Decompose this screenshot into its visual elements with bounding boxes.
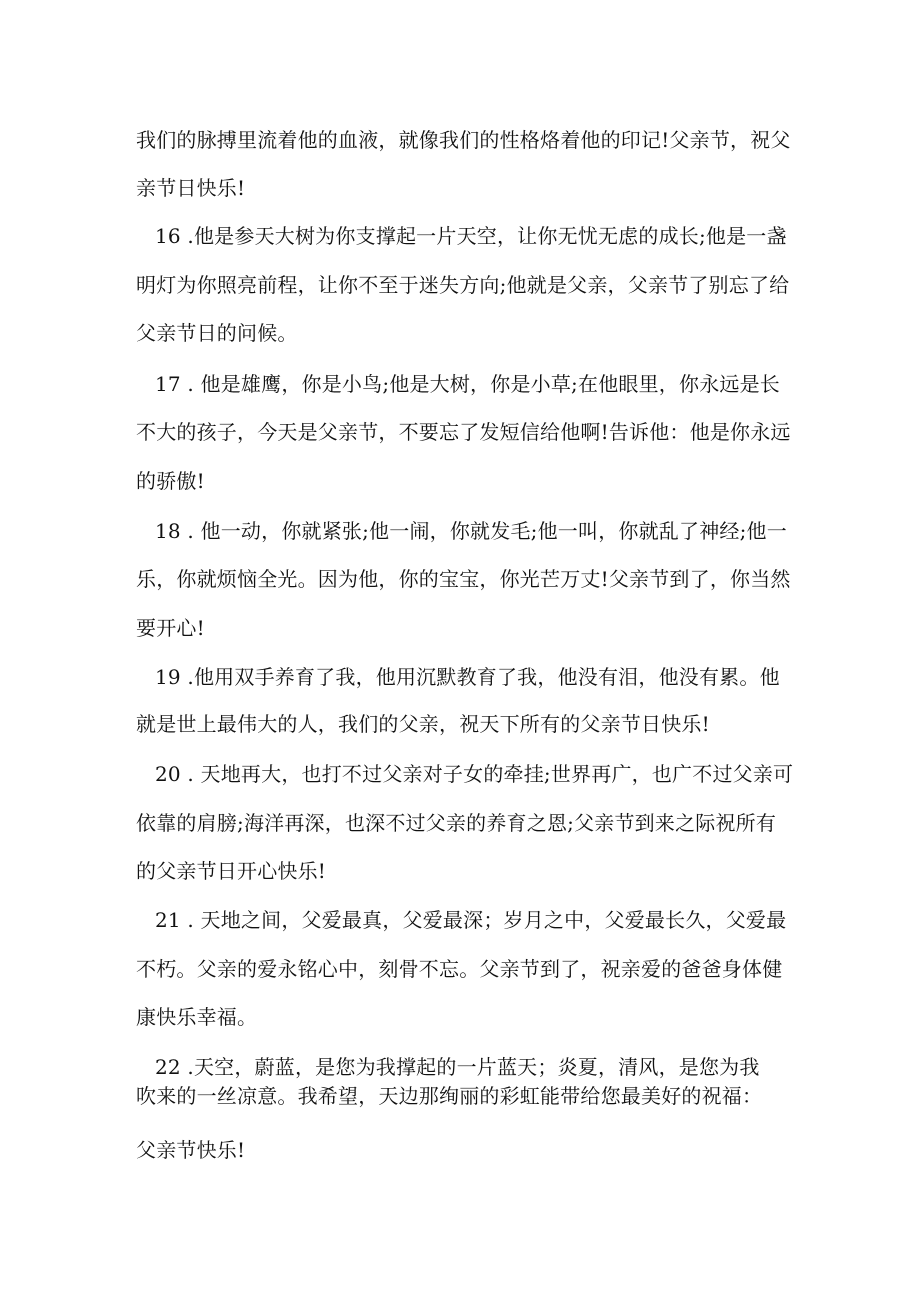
list-item-17-line: 17 . 他是雄鹰，你是小鸟;他是大树，你是小草;在他眼里，你永远是长 [155,372,780,396]
text-line: 我们的脉搏里流着他的血液，就像我们的性格烙着他的印记!父亲节，祝父 [136,128,791,152]
text-line: 不朽。父亲的爱永铭心中，刻骨不忘。父亲节到了，祝亲爱的爸爸身体健 [136,957,783,981]
text-line: 要开心! [136,616,205,640]
list-item-19-line: 19 .他用双手养育了我，他用沉默教育了我，他没有泪，他没有累。他 [155,665,780,689]
list-item-20-line: 20 . 天地再大，也打不过父亲对子女的牵挂;世界再广，也广不过父亲可 [155,762,794,786]
text-line: 康快乐幸福。 [136,1005,258,1029]
text-line: 就是世上最伟大的人，我们的父亲，祝天下所有的父亲节日快乐! [136,712,710,736]
text-line: 的父亲节日开心快乐! [136,859,327,883]
text-line: 父亲节日的问候。 [136,321,298,345]
text-line: 父亲节快乐! [136,1138,246,1162]
text-line: 吹来的一丝凉意。我希望，天边那绚丽的彩虹能带给您最美好的祝福： [136,1084,763,1108]
list-item-18-line: 18 . 他一动，你就紧张;他一闹，你就发毛;他一叫，你就乱了神经;他一 [155,519,787,543]
list-item-21-line: 21 . 天地之间，父爱最真，父爱最深；岁月之中，父爱最长久，父爱最 [155,908,787,932]
text-line: 不大的孩子，今天是父亲节，不要忘了发短信给他啊!告诉他：他是你永远 [136,420,791,444]
text-line: 乐，你就烦恼全光。因为他，你的宝宝，你光芒万丈!父亲节到了，你当然 [136,567,791,591]
text-line: 依靠的肩膀;海洋再深，也深不过父亲的养育之恩;父亲节到来之际祝所有 [136,811,777,835]
text-line: 的骄傲! [136,469,205,493]
list-item-16-line: 16 .他是参天大树为你支撑起一片天空，让你无忧无虑的成长;他是一盏 [155,224,787,248]
list-item-22-line: 22 .天空，蔚蓝，是您为我撑起的一片蓝天；炎夏，清风，是您为我 [155,1055,760,1079]
text-line: 亲节日快乐! [136,176,246,200]
text-line: 明灯为你照亮前程，让你不至于迷失方向;他就是父亲，父亲节了别忘了给 [136,273,790,297]
